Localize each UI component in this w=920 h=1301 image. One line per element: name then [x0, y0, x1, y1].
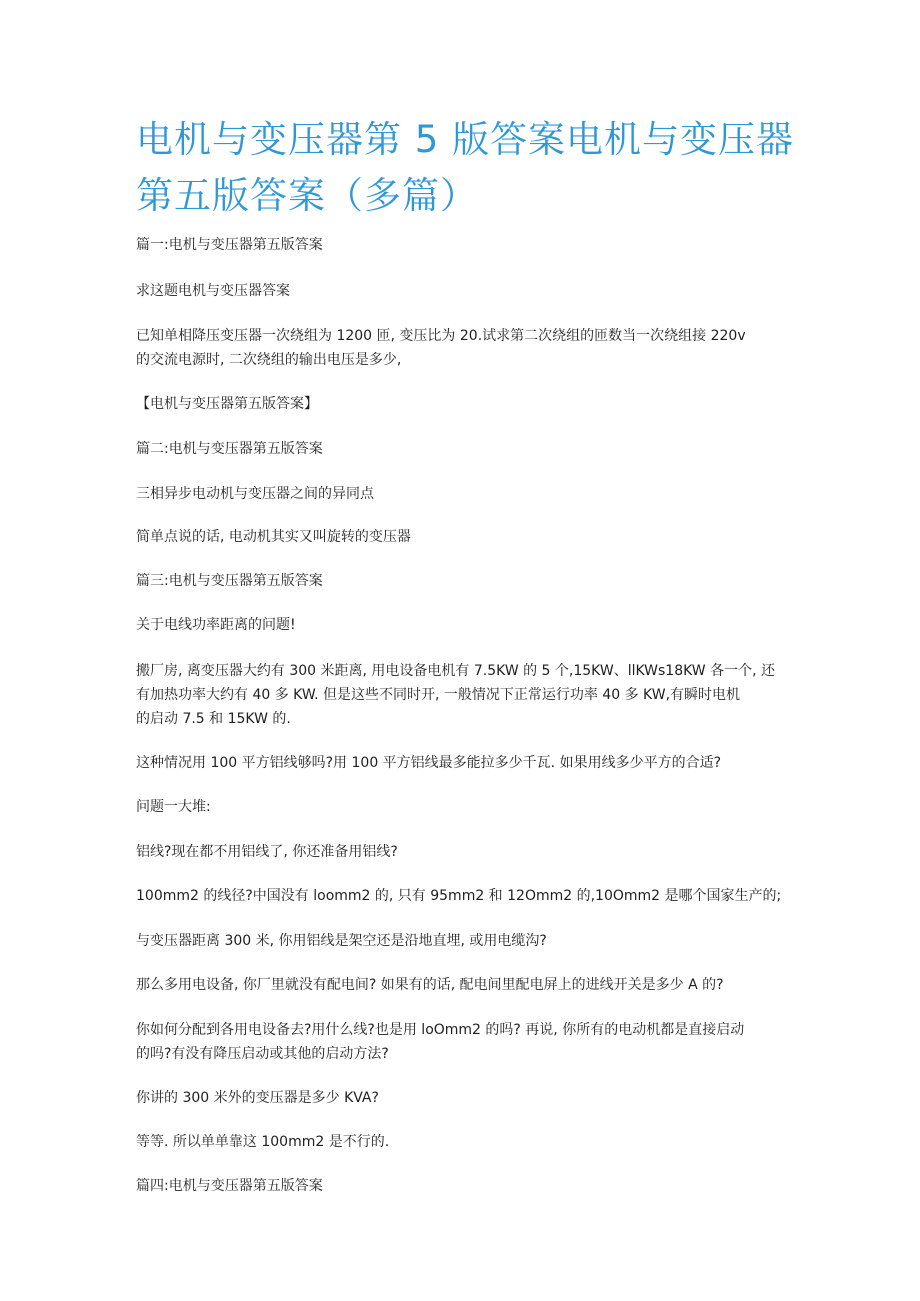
paragraph: 简单点说的话, 电动机其实又叫旋转的变压器 — [136, 529, 411, 545]
document-title — [136, 112, 816, 224]
paragraph: 的吗?有没有降压启动或其他的启动方法? — [136, 1046, 389, 1062]
paragraph: 你如何分配到各用电设备去?用什么线?也是用 loOmm2 的吗? 再说, 你所有的电动机都是直接启动 — [136, 1022, 745, 1038]
paragraph: 搬厂房, 离变压器大约有 300 米距离, 用电设备电机有 7.5KW 的 5 个,15KW、llKWs18KW 各一个, 还 — [136, 663, 775, 679]
paragraph: 等等. 所以单单靠这 100mm2 是不行的. — [136, 1134, 390, 1150]
paragraph: 100mm2 的线径?中国没有 loomm2 的, 只有 95mm2 和 12Omm2 的,10Omm2 是哪个国家生产的; — [136, 888, 782, 904]
paragraph: 与变压器距离 300 米, 你用铝线是架空还是沿地直埋, 或用电缆沟? — [136, 933, 547, 949]
paragraph: 已知单相降压变压器一次绕组为 1200 匝, 变压比为 20.试求第二次绕组的匝数当一次绕组接 220v — [136, 328, 746, 344]
paragraph: 篇三:电机与变压器第五版答案 — [136, 573, 323, 589]
paragraph: 【电机与变压器第五版答案】 — [136, 396, 318, 412]
paragraph: 的启动 7.5 和 15KW 的. — [136, 711, 291, 727]
paragraph: 的交流电源时, 二次绕组的输出电压是多少, — [136, 352, 402, 368]
paragraph: 铝线?现在都不用铝线了, 你还准备用铝线? — [136, 844, 398, 860]
paragraph: 有加热功率大约有 40 多 KW. 但是这些不同时开, 一般情况下正常运行功率 40 多 KW,有瞬时电机 — [136, 687, 741, 703]
paragraph: 求这题电机与变压器答案 — [136, 283, 290, 299]
paragraph: 这种情况用 100 平方铝线够吗?用 100 平方铝线最多能拉多少千瓦. 如果用线多少平方的合适? — [136, 755, 722, 771]
title-line-2: 第五版答案（多篇） — [136, 174, 478, 217]
paragraph: 那么多用电设备, 你厂里就没有配电间? 如果有的话, 配电间里配电屏上的进线开关是多少 A 的? — [136, 977, 724, 993]
paragraph: 篇二:电机与变压器第五版答案 — [136, 441, 323, 457]
title-line-1: 电机与变压器第 5 版答案电机与变压器 — [136, 118, 795, 161]
paragraph: 关于电线功率距离的问题! — [136, 617, 296, 633]
paragraph: 篇一:电机与变压器第五版答案 — [136, 237, 323, 253]
paragraph: 你讲的 300 米外的变压器是多少 KVA? — [136, 1090, 379, 1106]
paragraph: 篇四:电机与变压器第五版答案 — [136, 1178, 323, 1194]
paragraph: 问题一大堆: — [136, 799, 211, 815]
paragraph: 三相异步电动机与变压器之间的异同点 — [136, 486, 374, 502]
